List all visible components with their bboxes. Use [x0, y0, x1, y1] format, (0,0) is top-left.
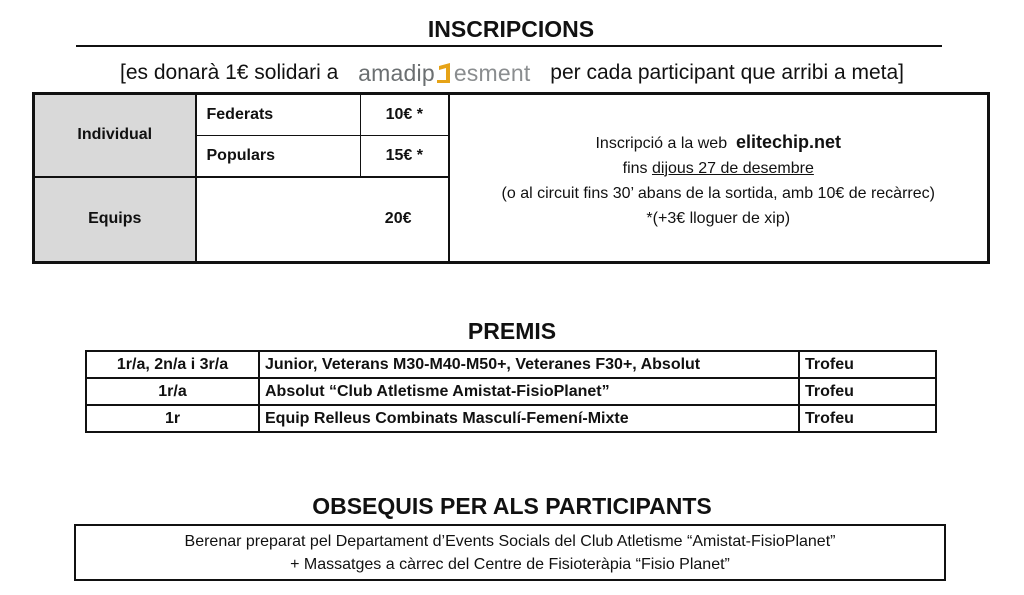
group-equips: Equips	[34, 177, 196, 263]
prize-position: 1r/a, 2n/a i 3r/a	[86, 351, 259, 378]
solidarity-note	[0, 60, 1024, 87]
title-underline	[76, 45, 942, 47]
table-row	[86, 405, 936, 432]
logo-mark-icon	[436, 62, 453, 84]
category-populars: Populars	[196, 135, 361, 177]
obsequis-line-1: Berenar preparat pel Departament d’Events Socials del Club Atletisme “Amistat-FisioPlanet”	[184, 533, 836, 550]
info-line-3: (o al circuit fins 30’ abans de la sortida, amb 10€ de recàrrec)	[501, 184, 935, 202]
logo-text-left: amadip	[358, 60, 435, 86]
table-row	[75, 525, 945, 580]
prize-category: Junior, Veterans M30-M40-M50+, Veteranes F30+, Absolut	[259, 351, 799, 378]
registration-info	[449, 94, 989, 263]
price-populars: 15€ *	[361, 135, 449, 177]
prize-award: Trofeu	[799, 351, 936, 378]
logo-text-right: esment	[453, 60, 531, 86]
obsequis-text	[75, 525, 945, 580]
solidarity-note-before: [es donarà 1€ solidari a	[120, 61, 339, 84]
prize-award: Trofeu	[799, 405, 936, 432]
table-row	[34, 94, 989, 136]
price-federats: 10€ *	[361, 94, 449, 136]
price-equips: 20€	[196, 177, 449, 263]
prize-category: Absolut “Club Atletisme Amistat-FisioPlanet”	[259, 378, 799, 405]
prize-category: Equip Relleus Combinats Masculí-Femení-Mixte	[259, 405, 799, 432]
obsequis-title: OBSEQUIS PER ALS PARTICIPANTS	[312, 493, 712, 519]
category-federats: Federats	[196, 94, 361, 136]
inscripcions-title: INSCRIPCIONS	[427, 16, 595, 42]
prize-award: Trofeu	[799, 378, 936, 405]
info-line-2: fins dijous 27 de desembre	[622, 159, 814, 177]
prize-position: 1r	[86, 405, 259, 432]
premis-title: PREMIS	[467, 318, 557, 344]
amadip-esment-logo	[358, 60, 530, 87]
deadline: dijous 27 de desembre	[651, 159, 814, 177]
website-link[interactable]: elitechip.net	[735, 131, 842, 152]
group-individual: Individual	[34, 94, 196, 177]
table-row	[86, 378, 936, 405]
info-line-4: *(+3€ lloguer de xip)	[646, 209, 791, 227]
info-line-1: Inscripció a la web elitechip.net	[595, 131, 842, 152]
table-row	[86, 351, 936, 378]
obsequis-box	[74, 524, 946, 581]
prize-position: 1r/a	[86, 378, 259, 405]
obsequis-line-2: + Massatges a càrrec del Centre de Fisioteràpia “Fisio Planet”	[290, 556, 730, 573]
solidarity-note-after: per cada participant que arribi a meta]	[550, 61, 904, 84]
inscripcions-table	[32, 92, 990, 264]
premis-table	[85, 350, 937, 433]
